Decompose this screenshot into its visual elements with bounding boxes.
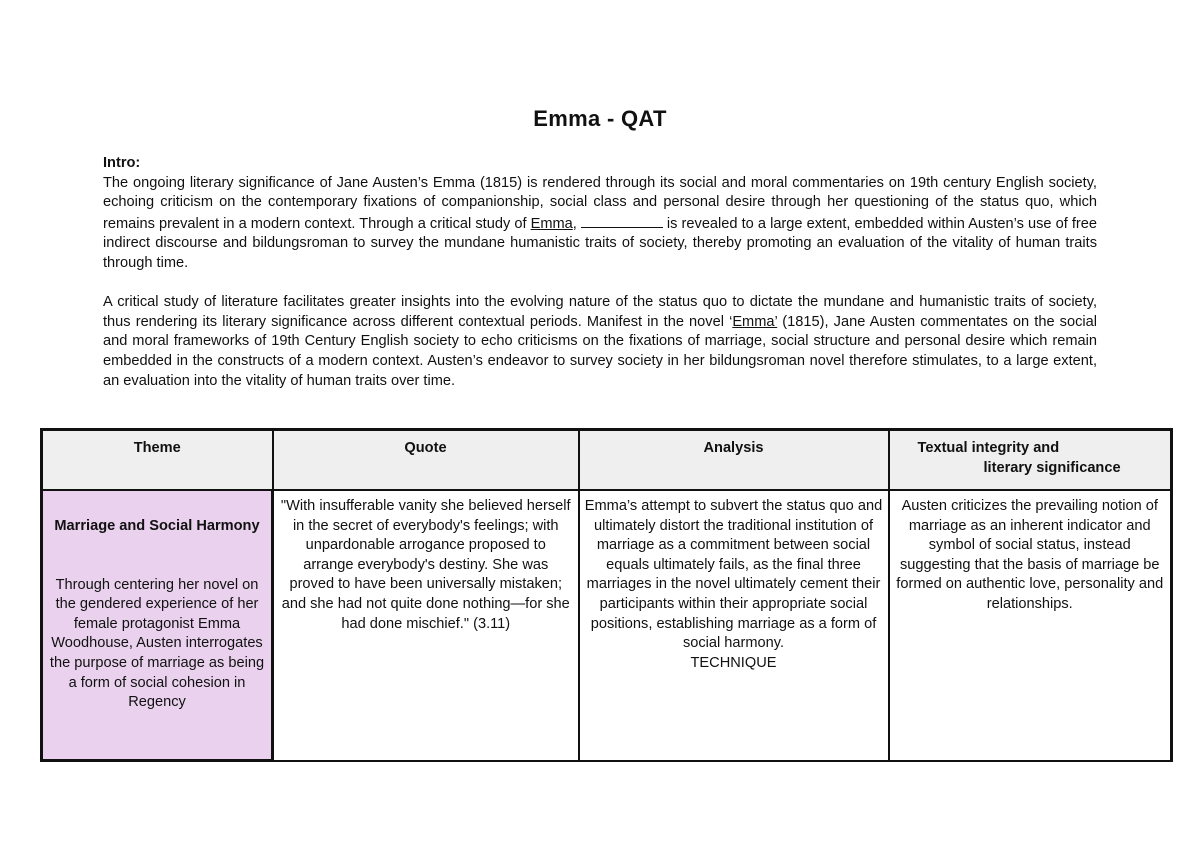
theme-description: Through centering her novel on the gendered experience of her female protagonist Emma Woodhouse, Austen interrogates the purpose of marriage as being a form of social cohesion in Regency	[49, 576, 265, 711]
quote-cell: "With insufferable vanity she believed herself in the secret of everybody's feelings; with unpardonable arrogance proposed to arrange everybody's destiny. She was proved to have been universally mistaken; and she had not quite done nothing—for she had done mischief." (3.11)	[273, 490, 579, 761]
intro-section	[103, 154, 1097, 391]
table-row	[42, 490, 1172, 761]
header-textual-line2: literary significance	[983, 459, 1121, 476]
intro-para1-text-b: is revealed to a large extent, embedded within Austen’s use of free indirect discourse and bildungsroman to survey the mundane humanistic traits of society, thereby promoting an evaluation of the vitality of human traits through time.	[103, 215, 1097, 271]
intro-paragraph-1: The ongoing literary significance of Jane Austen’s Emma (1815) is rendered through its social and moral commentaries on 19th century English society, echoing criticism on the contemporary fixations of companionship, social class and personal desire through her questioning of the status quo, which remains prevalent in a modern context. Through a critical study of Emma, is revealed to a large extent, embedded within Austen’s use of free indirect discourse and bildungsroman to survey the mundane humanistic traits of society, thereby promoting an evaluation of the vitality of human traits through time.	[103, 174, 1097, 271]
theme-cell	[42, 490, 273, 761]
header-theme: Theme	[42, 430, 273, 491]
qat-table	[40, 428, 1173, 762]
header-analysis: Analysis	[579, 430, 889, 491]
paragraph-spacer	[103, 274, 1097, 294]
analysis-technique-label: TECHNIQUE	[690, 654, 777, 671]
textual-integrity-cell: Austen criticizes the prevailing notion of marriage as an inherent indicator and symbol of social status, instead suggesting that the basis of marriage be formed on authentic love, personality and relationships.	[889, 490, 1172, 761]
intro-para2-text-a: A critical study of literature facilitates greater insights into the evolving nature of the status quo to dictate the mundane and humanistic traits of society, thus rendering its literary significance across different contextual periods. Manifest in the novel ‘	[103, 294, 1097, 330]
analysis-text: Emma’s attempt to subvert the status quo and ultimately distort the traditional institution of marriage as a commitment between social equals ultimately fails, as the final three marriages in the novel ultimately cement their participants within their appropriate social positions, establishing marriage as a form of social harmony.	[584, 498, 883, 652]
analysis-cell	[579, 490, 889, 761]
theme-spacer	[48, 537, 266, 576]
intro-para2-text-b: (1815), Jane Austen commentates on the social and moral frameworks of 19th Century English society to echo criticisms on the fixations of marriage, social structure and personal desire which remain embedded in the constructs of a modern context. Austen’s endeavor to survey society in her bildungsroman novel therefore stimulates, to a large extent, an evaluation into the vitality of human traits over time.	[103, 313, 1097, 389]
intro-para1-text-a: The ongoing literary significance of Jane Austen’s Emma (1815) is rendered through its social and moral commentaries on 19th century English society, echoing criticism on the contemporary fixations of companionship, social class and personal desire through her questioning of the status quo, which remains prevalent in a modern context. Through a critical study of	[103, 174, 1097, 232]
header-quote: Quote	[273, 430, 579, 491]
header-textual-line1: Textual integrity and	[917, 440, 1060, 456]
table-header-row	[42, 430, 1172, 491]
theme-title: Marriage and Social Harmony	[54, 518, 260, 534]
intro-heading: Intro:	[103, 155, 141, 171]
fill-in-blank	[581, 213, 663, 228]
header-textual-integrity	[889, 430, 1172, 491]
document-title: Emma - QAT	[533, 106, 667, 131]
intro-paragraph-2	[103, 293, 1097, 391]
emma-title-underlined: Emma’	[732, 313, 778, 330]
emma-link: Emma	[530, 215, 573, 232]
